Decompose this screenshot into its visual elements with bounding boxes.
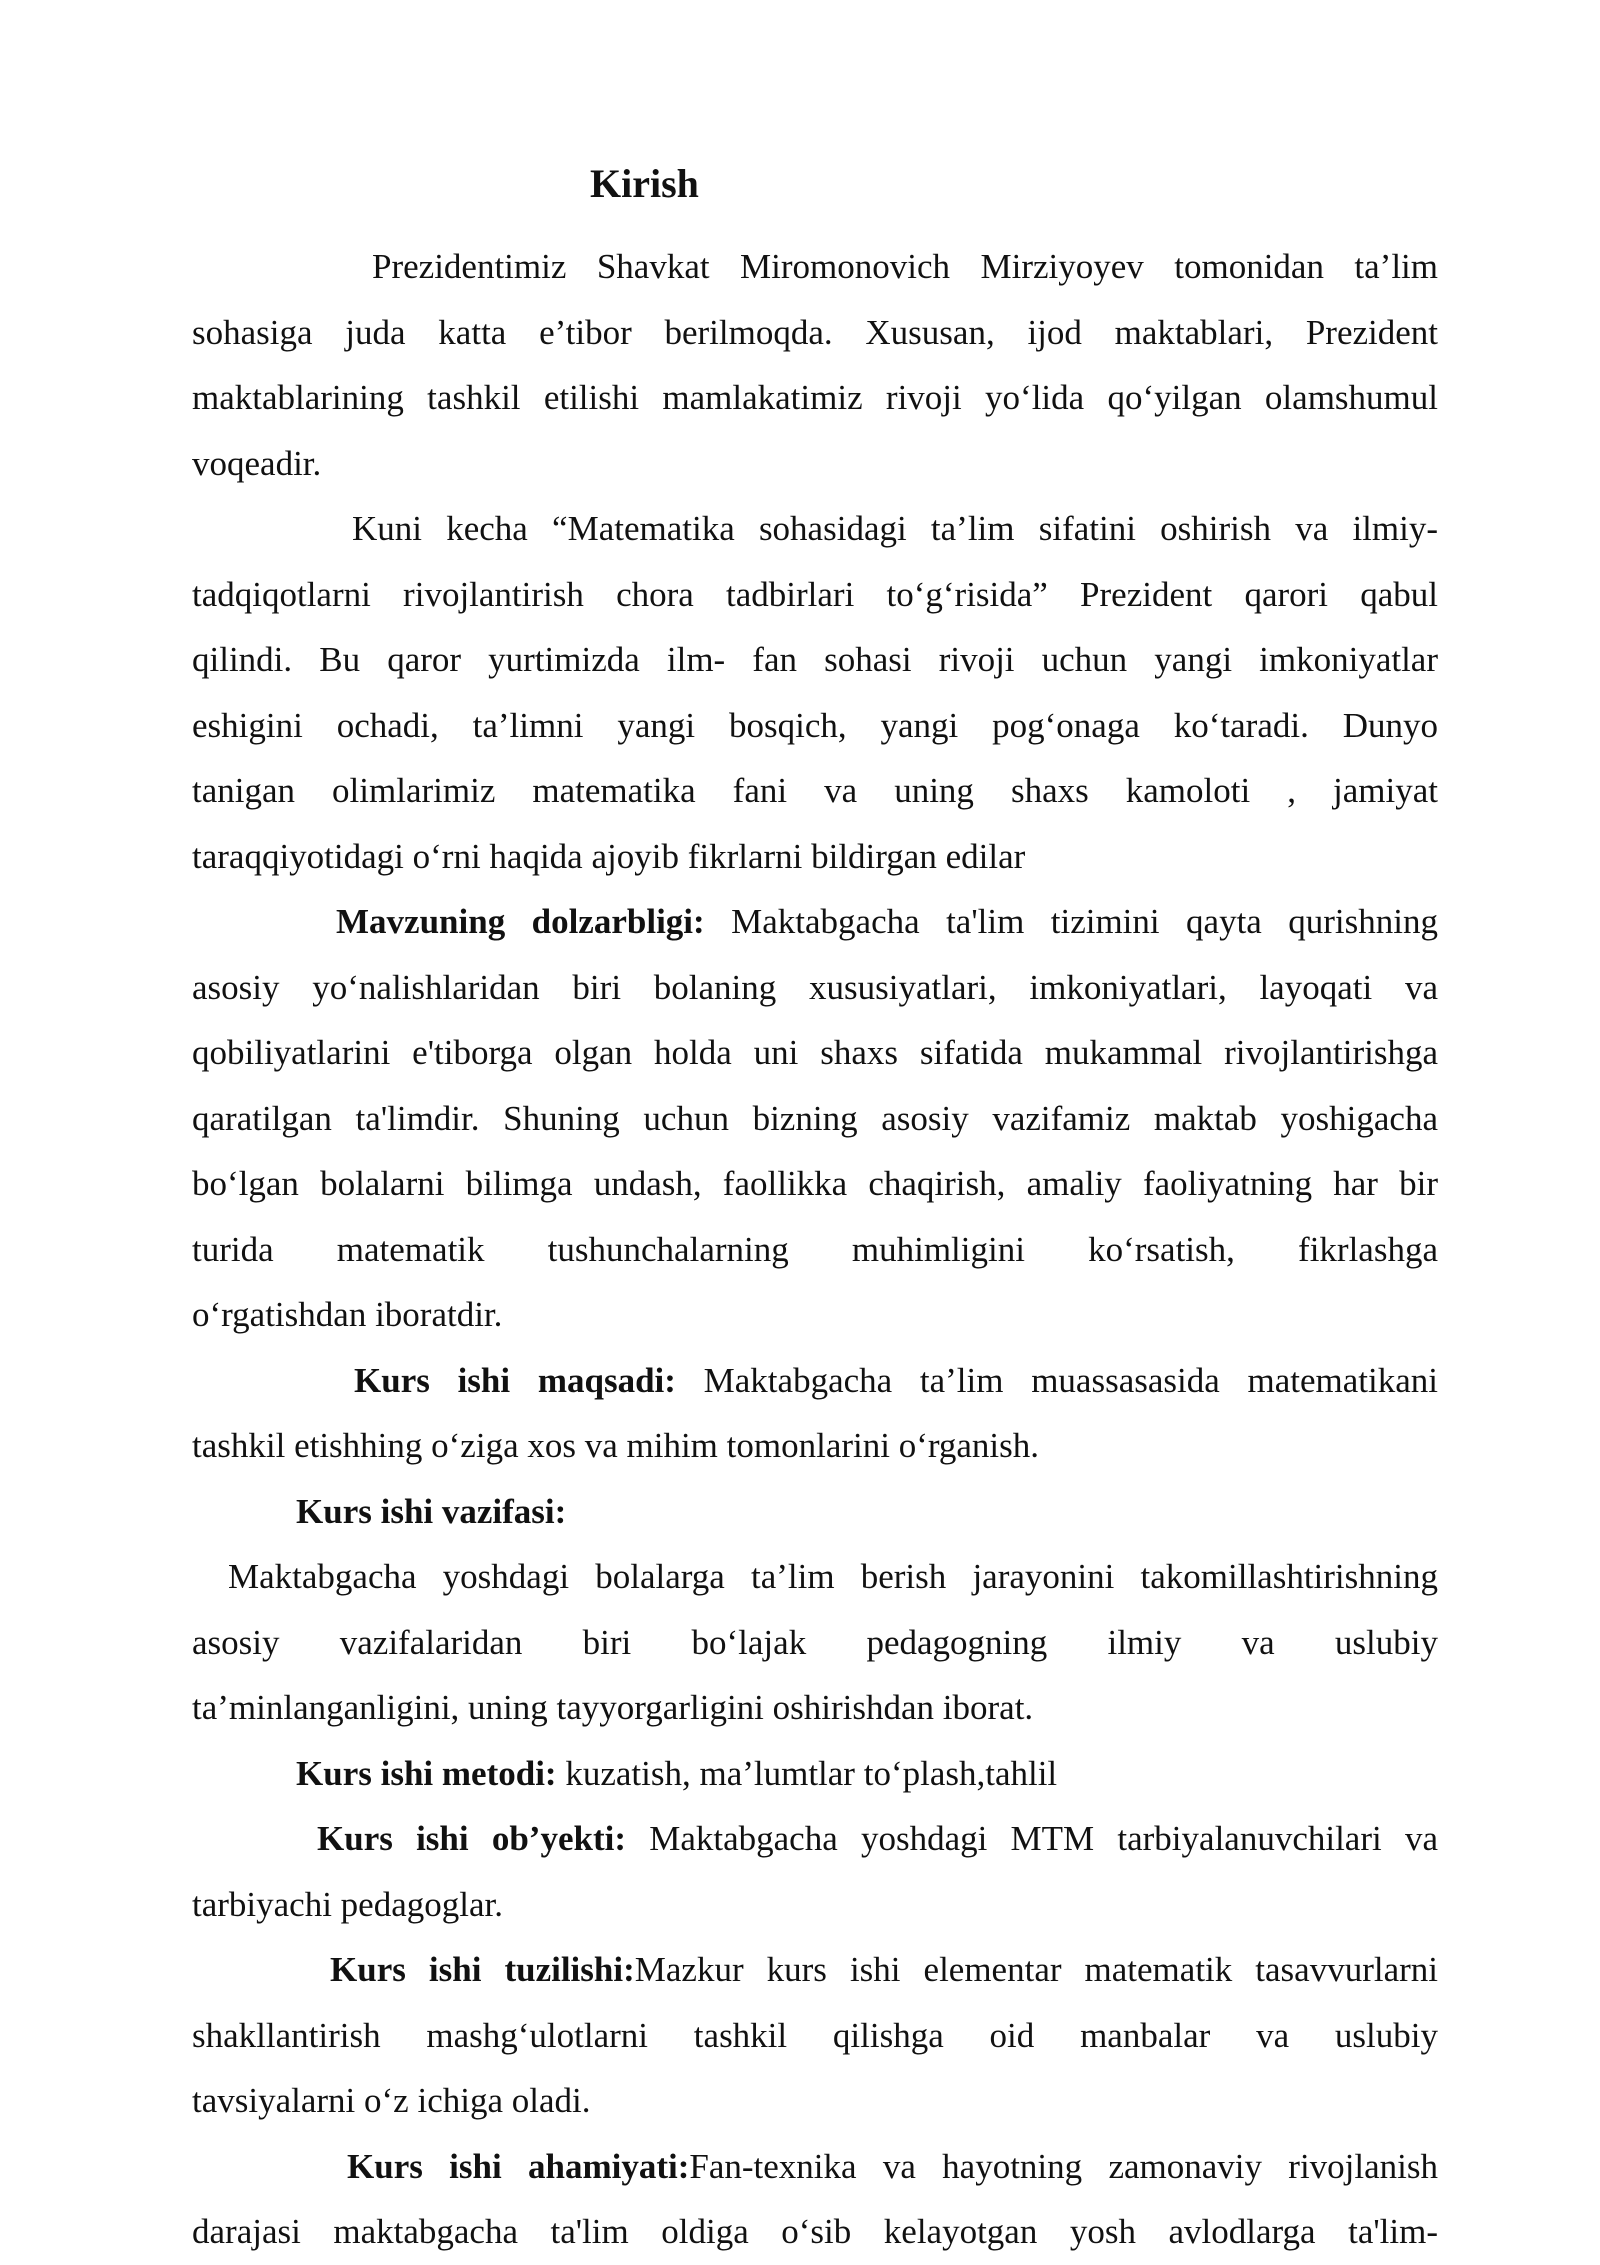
goal-line: tashkil etishhing o‘ziga xos va mihim tomonlarini o‘rganish. <box>192 1426 1040 1465</box>
importance-line: darajasi maktabgacha ta'lim oldiga o‘sib kelayotgan yosh avlodlarga ta'lim- <box>192 2212 1438 2251</box>
relevance-text: Maktabgacha ta'lim tizimini qayta qurishning <box>704 902 1439 941</box>
decree-line: eshigini ochadi, ta’limni yangi bosqich, yangi pog‘onaga ko‘taradi. Dunyo <box>192 705 1438 745</box>
decree-line: Kuni kecha “Matematika sohasidagi ta’lim sifatini oshirish va ilmiy- <box>352 509 1438 548</box>
relevance-line: turida matematik tushunchalarning muhimligini ko‘rsatish, fikrlashga <box>192 1229 1438 1269</box>
structure-text: Mazkur kurs ishi elementar matematik tasavvurlarni <box>634 1950 1439 1989</box>
tasks-line: ta’minlanganligini, uning tayyorgarligini oshirishdan iborat. <box>192 1688 1034 1727</box>
relevance-heading: Mavzuning dolzarbligi: <box>336 902 705 941</box>
importance-heading: Kurs ishi ahamiyati: <box>347 2146 690 2186</box>
tasks-line: Maktabgacha yoshdagi bolalarga ta’lim berish jarayonini takomillashtirishning <box>228 1557 1438 1596</box>
intro-line: sohasiga juda katta e’tibor berilmoqda. Xususan, ijod maktablari, Prezident <box>192 312 1438 352</box>
decree-line: taraqqiyotidagi o‘rni haqida ajoyib fikrlarni bildirgan edilar <box>192 836 1026 876</box>
decree-line: tanigan olimlarimiz matematika fani va uning shaxs kamoloti , jamiyat <box>192 771 1438 810</box>
object-line: tarbiyachi pedagoglar. <box>192 1884 503 1924</box>
object-line <box>192 1806 1438 1872</box>
relevance-line: qobiliyatlarini e'tiborga olgan holda uni shaxs sifatida mukammal rivojlantirishga <box>192 1033 1438 1072</box>
structure-line: tavsiyalarni o‘z ichiga oladi. <box>192 2081 591 2120</box>
relevance-line: bo‘lgan bolalarni bilimga undash, faollikka chaqirish, amaliy faoliyatning har bir <box>192 1164 1438 1203</box>
relevance-line: asosiy yo‘nalishlaridan biri bolaning xususiyatlari, imkoniyatlari, layoqati va <box>192 967 1438 1007</box>
importance-text: Fan-texnika va hayotning zamonaviy rivojlanish <box>689 2146 1438 2186</box>
method-heading: Kurs ishi metodi: <box>296 1753 557 1793</box>
decree-line: qilindi. Bu qaror yurtimizda ilm- fan sohasi rivoji uchun yangi imkoniyatlar <box>192 640 1438 679</box>
intro-line: Prezidentimiz Shavkat Miromonovich Mirziyoyev tomonidan ta’lim <box>372 247 1438 286</box>
tasks-heading: Kurs ishi vazifasi: <box>296 1491 567 1531</box>
intro-line: maktablarining tashkil etilishi mamlakatimiz rivoji yo‘lida qo‘yilgan olamshumul <box>192 378 1438 417</box>
relevance-line: qaratilgan ta'limdir. Shuning uchun bizning asosiy vazifamiz maktab yoshigacha <box>192 1098 1438 1138</box>
structure-heading: Kurs ishi tuzilishi: <box>330 1950 635 1989</box>
page-title: Kirish <box>590 161 699 206</box>
goal-text: Maktabgacha ta’lim muassasasida matematikani <box>675 1360 1438 1400</box>
importance-line <box>192 2134 1438 2200</box>
structure-line: shakllantirish mashg‘ulotlarni tashkil qilishga oid manbalar va uslubiy <box>192 2015 1438 2055</box>
tasks-line: asosiy vazifalaridan biri bo‘lajak pedagogning ilmiy va uslubiy <box>192 1622 1438 1662</box>
object-text: Maktabgacha yoshdagi MTM tarbiyalanuvchilari va <box>625 1819 1438 1858</box>
method-text: kuzatish, ma’lumtlar to‘plash,tahlil <box>556 1753 1058 1793</box>
goal-heading: Kurs ishi maqsadi: <box>354 1360 676 1400</box>
method-line <box>192 1741 1438 1807</box>
goal-line <box>192 1348 1438 1414</box>
structure-line <box>192 1937 1438 2003</box>
intro-line: voqeadir. <box>192 443 322 483</box>
document-body <box>192 234 1438 2265</box>
relevance-line <box>192 889 1438 955</box>
relevance-line: o‘rgatishdan iboratdir. <box>192 1295 503 1334</box>
object-heading: Kurs ishi ob’yekti: <box>317 1819 626 1858</box>
decree-line: tadqiqotlarni rivojlantirish chora tadbirlari to‘g‘risida” Prezident qarori qabul <box>192 574 1438 614</box>
